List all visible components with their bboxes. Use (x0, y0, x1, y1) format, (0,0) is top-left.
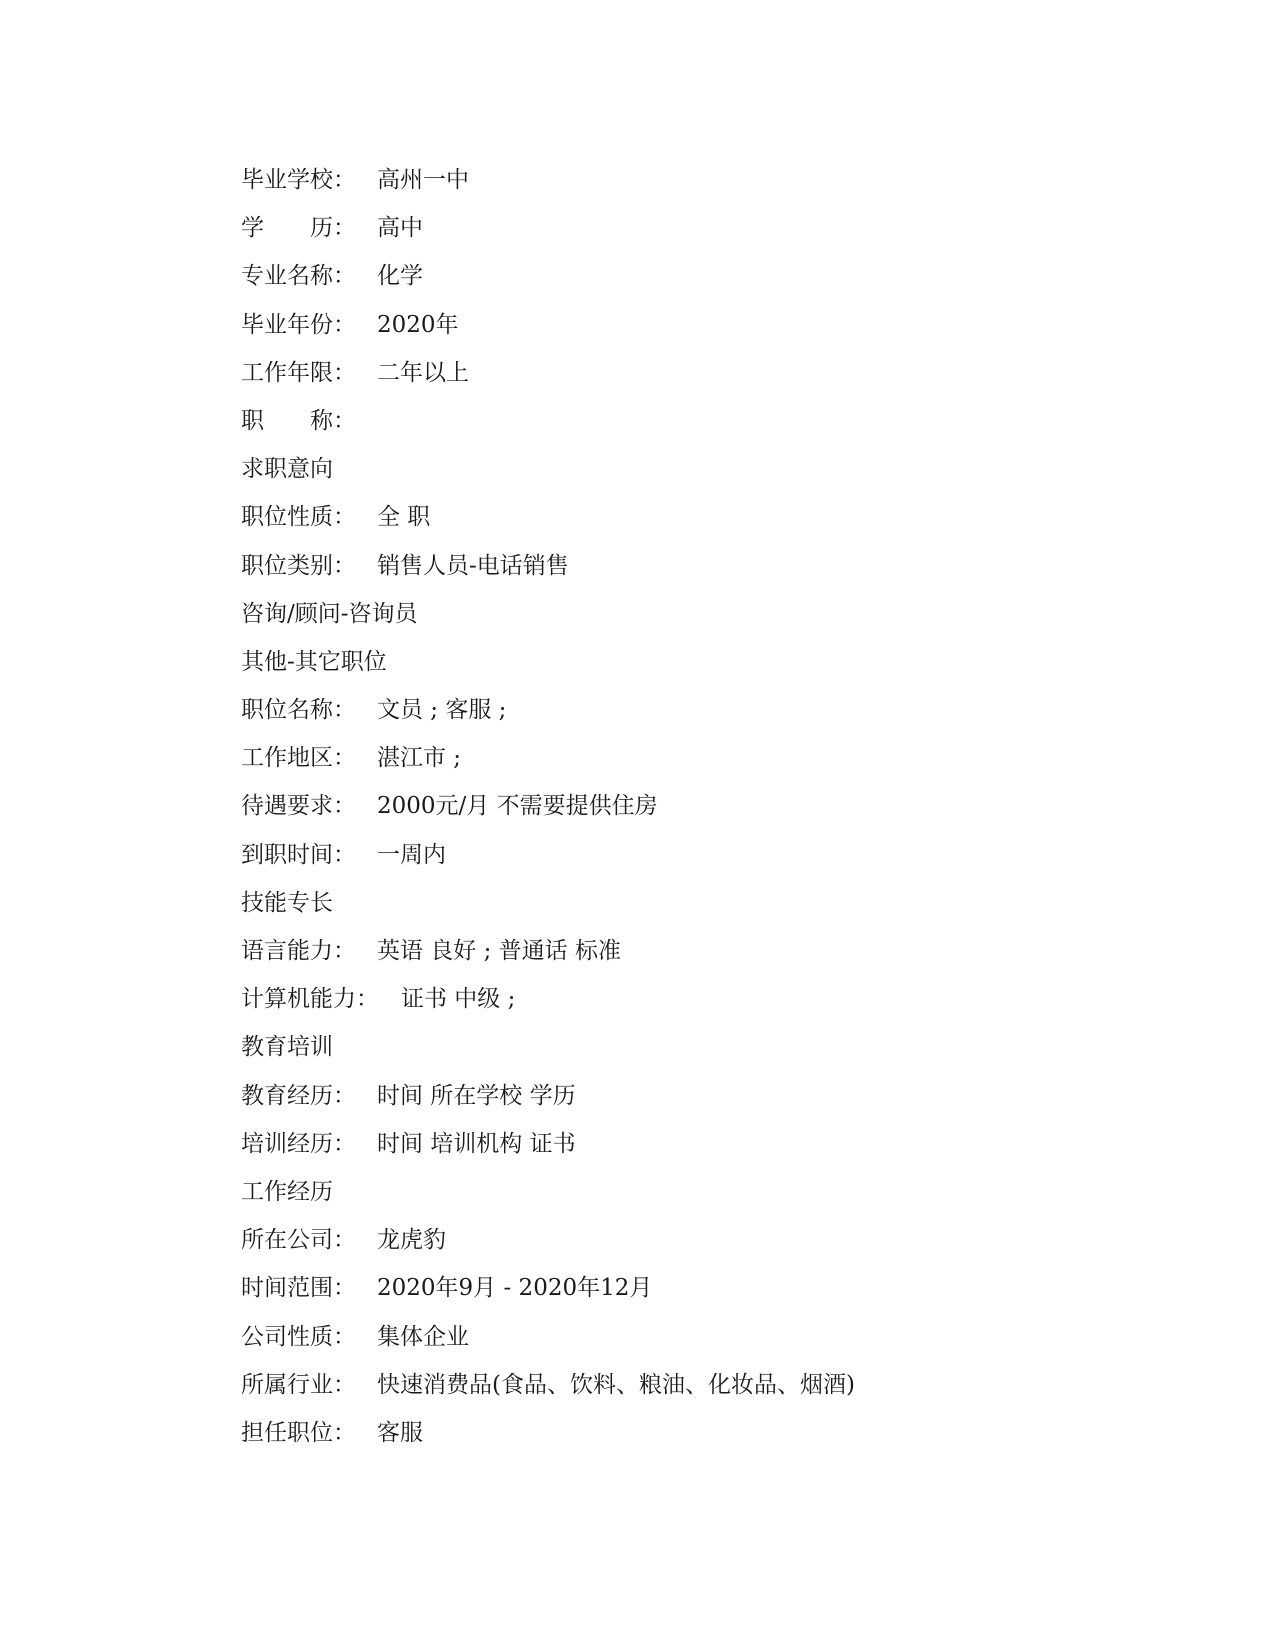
field-value: 英语 良好 ; 普通话 标准 (377, 938, 621, 964)
field-label: 毕业年份： (241, 311, 356, 338)
field-position (241, 1409, 1141, 1457)
field-value: 高中 (377, 215, 423, 242)
field-value: 龙虎豹 (377, 1227, 446, 1254)
field-value: 集体企业 (377, 1323, 469, 1350)
section-heading-skills: 技能专长 (241, 889, 333, 916)
field-label: 职位名称： (241, 697, 356, 724)
field-label: 担任职位： (241, 1419, 356, 1446)
field-graduation-year (241, 301, 1141, 349)
field-value: 文员 ; 客服 ; (377, 697, 507, 724)
field-job-category (241, 542, 1141, 590)
section-heading-work-experience: 工作经历 (241, 1178, 333, 1205)
field-label: 工作年限： (241, 359, 356, 386)
field-start-time (241, 831, 1141, 879)
field-value: 湛江市 ; (377, 745, 462, 772)
field-training-history (241, 1120, 1141, 1168)
section-heading-education-training: 教育培训 (241, 1034, 333, 1061)
field-work-years (241, 349, 1141, 397)
field-label: 培训经历： (241, 1130, 356, 1157)
section-heading-job-intention: 求职意向 (241, 456, 333, 483)
field-company-type (241, 1313, 1141, 1361)
field-industry (241, 1361, 1141, 1409)
field-label: 所在公司： (241, 1227, 356, 1254)
field-title (241, 397, 1141, 445)
field-label: 所属行业： (241, 1371, 356, 1398)
field-graduation-school (241, 156, 1141, 204)
field-label: 职位性质： (241, 504, 356, 531)
field-label: 学 历： (241, 215, 356, 242)
field-value: 2000元/月 不需要提供住房 (377, 793, 658, 820)
field-value: 时间 培训机构 证书 (377, 1130, 576, 1157)
field-label: 工作地区： (241, 745, 356, 772)
field-value: 化学 (377, 263, 423, 290)
field-value: 时间 所在学校 学历 (377, 1082, 576, 1109)
field-value: 高州一中 (377, 167, 469, 193)
field-education-history (241, 1072, 1141, 1120)
field-label: 语言能力： (241, 938, 356, 964)
field-value: 销售人员-电话销售 (377, 552, 569, 579)
resume-document (241, 156, 1141, 1457)
job-category-item: 其他-其它职位 (241, 648, 387, 675)
field-label: 到职时间： (241, 841, 356, 868)
field-label: 公司性质： (241, 1323, 356, 1350)
field-major (241, 252, 1141, 300)
field-work-area (241, 734, 1141, 782)
field-value: 2020年9月 - 2020年12月 (377, 1275, 653, 1302)
field-label: 专业名称： (241, 263, 356, 290)
field-label: 时间范围： (241, 1275, 356, 1302)
field-label: 职 称： (241, 407, 356, 434)
field-value: 2020年 (377, 311, 459, 338)
field-label: 计算机能力： (241, 986, 379, 1013)
field-company (241, 1216, 1141, 1264)
field-label: 教育经历： (241, 1082, 356, 1109)
field-label: 毕业学校： (241, 167, 356, 193)
field-time-range (241, 1264, 1141, 1312)
field-job-type (241, 493, 1141, 541)
field-value: 客服 (377, 1419, 423, 1446)
field-job-name (241, 686, 1141, 734)
field-label: 待遇要求： (241, 793, 356, 820)
field-education (241, 204, 1141, 252)
field-language (241, 927, 1141, 975)
field-salary (241, 782, 1141, 830)
field-value: 全 职 (377, 504, 431, 531)
job-category-item: 咨询/顾问-咨询员 (241, 600, 418, 627)
field-label: 职位类别： (241, 552, 356, 579)
field-computer-skill (241, 975, 1141, 1023)
field-value: 二年以上 (377, 359, 469, 386)
field-value: 快速消费品(食品、饮料、粮油、化妆品、烟酒) (377, 1371, 855, 1398)
field-value: 一周内 (377, 841, 446, 868)
field-value: 证书 中级 ; (401, 986, 516, 1013)
